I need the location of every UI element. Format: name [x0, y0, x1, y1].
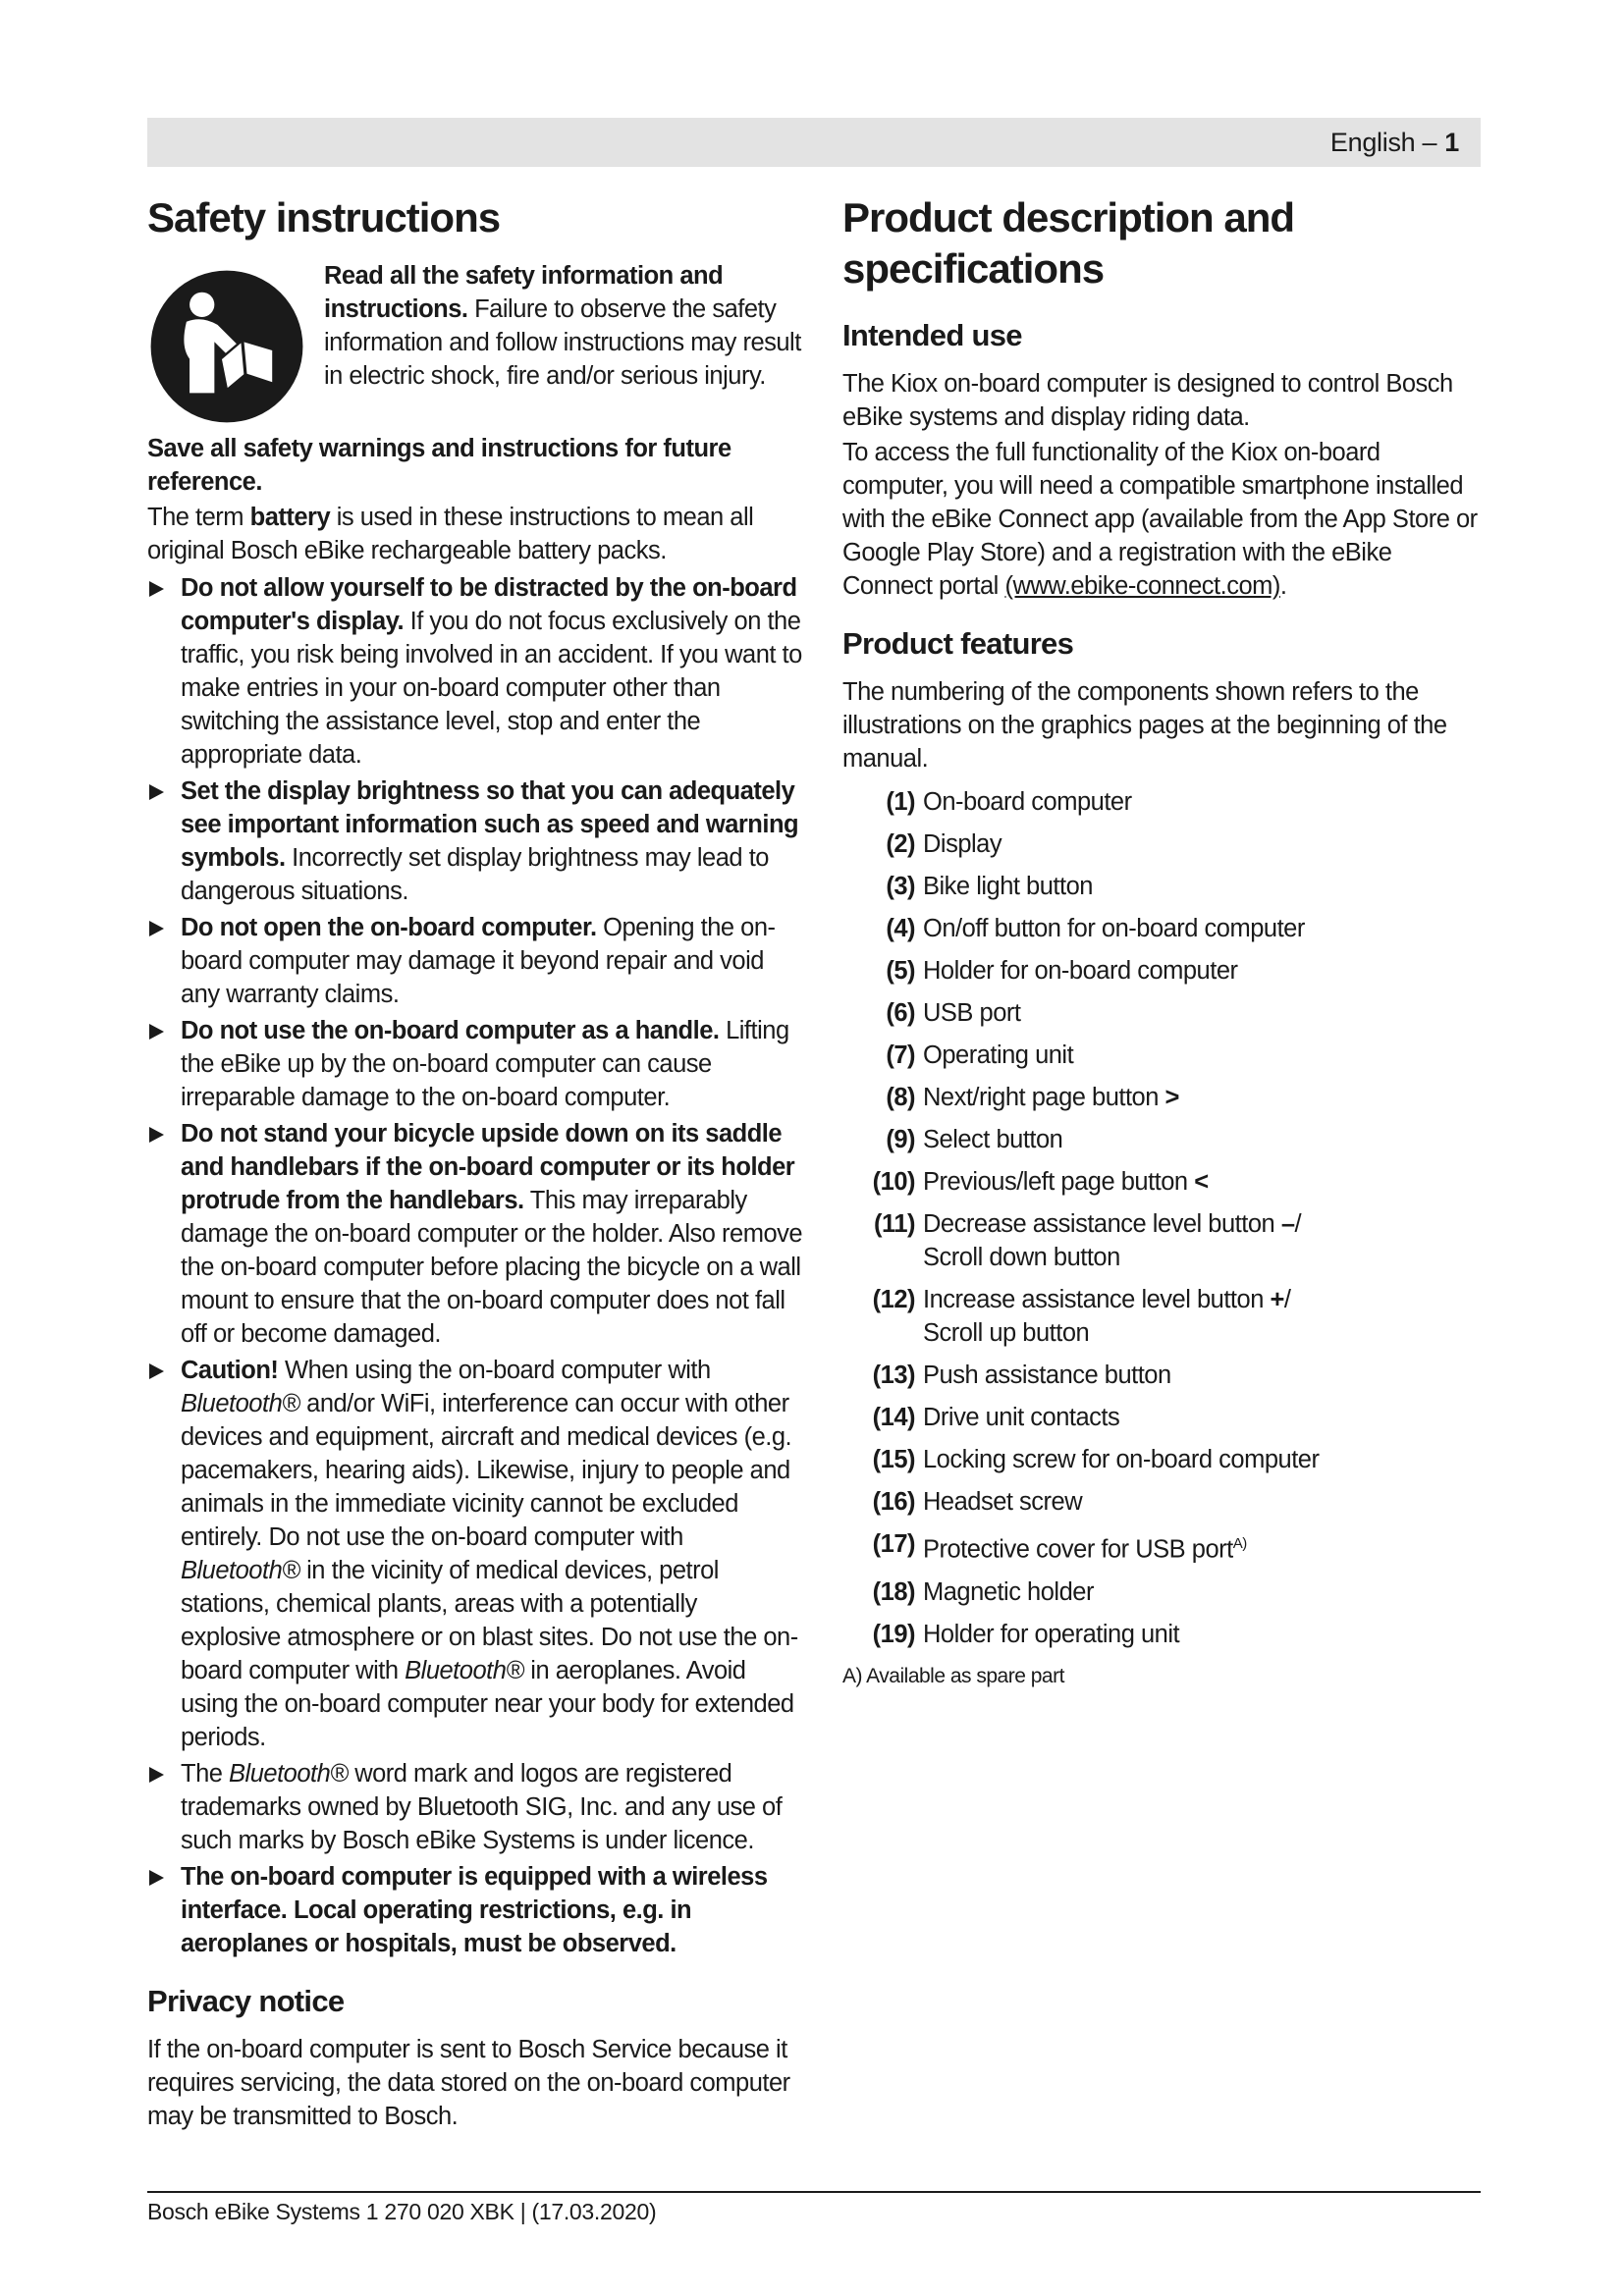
bullet-arrow-icon: [149, 784, 164, 800]
list-item: The on-board computer is equipped with a wireless interface. Local operating restrictions, e.g. in aeroplanes or hospitals, must be observed.: [147, 1860, 803, 1960]
list-item: (14) Drive unit contacts: [872, 1404, 1120, 1431]
ebike-connect-link[interactable]: (www.ebike-connect.com): [1004, 572, 1280, 600]
bullet-arrow-icon: [149, 1363, 164, 1379]
list-item: Do not use the on-board computer as a handle. Lifting the eBike up by the on-board computer can cause irreparable damage to the on-board computer.: [147, 1014, 803, 1114]
safety-title: Safety instructions: [147, 194, 501, 240]
list-item: (7) Operating unit: [886, 1041, 1074, 1069]
list-item: Set the display brightness so that you can adequately see important information such as speed and warning symbols. Incorrectly set display brightness may lead to dangerous situations.: [147, 774, 803, 908]
list-item: (17) Protective cover for USB port$^{A)}$: [872, 1530, 1247, 1564]
bullet-arrow-icon: [149, 1767, 164, 1783]
privacy-text: If the on-board computer is sent to Bosch Service because it requires servicing, the data stored on the on-board computer may be transmitted to Bosch.: [147, 2036, 790, 2130]
left-column: [147, 187, 803, 2135]
list-item: (6) USB port: [886, 999, 1021, 1027]
list-item: (8) Next/right page button >: [886, 1084, 1179, 1111]
list-item: (15) Locking screw for on-board computer: [872, 1446, 1320, 1473]
features-list: [842, 785, 1481, 1651]
safety-intro: [147, 259, 803, 424]
safety-bullets: [147, 571, 803, 1960]
list-item: (13) Push assistance button: [872, 1362, 1171, 1389]
privacy-title: Privacy notice: [147, 1984, 345, 2018]
bullet-arrow-icon: [149, 1024, 164, 1040]
intro-text: Failure to observe the safety information and follow instructions may result in electric shock, fire and/or serious injury.: [324, 295, 801, 390]
intro-bold: Read all the safety information and instructions.: [324, 262, 724, 323]
list-item: (9) Select button: [886, 1126, 1063, 1153]
list-item: (11) Decrease assistance level button –/ Scroll down button: [874, 1210, 1302, 1271]
list-item: (12) Increase assistance level button +/ Scroll up button: [872, 1286, 1291, 1347]
bullet-arrow-icon: [149, 1870, 164, 1886]
bullet-arrow-icon: [149, 581, 164, 597]
list-item: (1) On-board computer: [886, 788, 1132, 816]
intended-p1: The Kiox on-board computer is designed to control Bosch eBike systems and display riding data.: [842, 370, 1453, 431]
spare-part-footnote: A) Available as spare part: [842, 1664, 1064, 1687]
battery-note: The term battery is used in these instructions to mean all original Bosch eBike rechargeable battery packs.: [147, 504, 754, 564]
list-item: Caution! When using the on-board computer with Bluetooth® and/or WiFi, interference can occur with other devices and equipment, aircraft and medical devices (e.g. pacemakers, hearing aids). Likewise, injury to people and animals in the immediate vicinity cannot be excluded entirely. Do not use the on-board computer with Bluetooth® in the vicinity of medical devices, petrol stations, chemical plants, areas with a potentially explosive atmosphere or on blast sites. Do not use the on-board computer with Bluetooth® in aeroplanes. Avoid using the on-board computer near your body for extended periods.: [147, 1354, 803, 1754]
right-column: [842, 187, 1481, 1695]
page-footer: Bosch eBike Systems 1 270 020 XBK | (17.03.2020): [147, 2199, 657, 2224]
list-item: (10) Previous/left page button <: [872, 1168, 1209, 1196]
list-item: (4) On/off button for on-board computer: [886, 915, 1305, 942]
list-item: (2) Display: [886, 830, 1002, 858]
intended-p2: To access the full functionality of the Kiox on-board computer, you will need a compatible smartphone installed with the eBike Connect app (available from the App Store or Google Play Store) and a registration with the eBike Connect portal (www.ebike-connect.com).: [842, 439, 1478, 600]
header-language: English –: [1329, 127, 1437, 157]
list-item: Do not open the on-board computer. Opening the on-board computer may damage it beyond repair and void any warranty claims.: [147, 911, 803, 1011]
list-item: (5) Holder for on-board computer: [886, 957, 1238, 985]
list-item: The Bluetooth® word mark and logos are registered trademarks owned by Bluetooth SIG, Inc. and any use of such marks by Bosch eBike Systems is under licence.: [147, 1757, 803, 1857]
footer-divider: [147, 2191, 1481, 2193]
intended-use-title: Intended use: [842, 318, 1022, 352]
save-warning: Save all safety warnings and instructions for future reference.: [147, 435, 731, 496]
bullet-arrow-icon: [149, 921, 164, 936]
list-item: Do not allow yourself to be distracted by the on-board computer's display. If you do not focus exclusively on the traffic, you risk being involved in an accident. If you want to make entries in your on-board computer other than switching the assistance level, stop and enter the appropriate data.: [147, 571, 803, 772]
features-intro: The numbering of the components shown refers to the illustrations on the graphics pages at the beginning of the manual.: [842, 678, 1447, 773]
list-item: (3) Bike light button: [886, 873, 1093, 900]
list-item: Do not stand your bicycle upside down on its saddle and handlebars if the on-board computer or its holder protrude from the handlebars. This may irreparably damage the on-board computer or the holder. Also remove the on-board computer before placing the bicycle on a wall mount to ensure that the on-board computer does not fall off or become damaged.: [147, 1117, 803, 1351]
bullet-arrow-icon: [149, 1127, 164, 1143]
list-item: (16) Headset screw: [872, 1488, 1083, 1516]
list-item: (18) Magnetic holder: [872, 1577, 1094, 1606]
list-item: (19) Holder for operating unit: [872, 1620, 1180, 1648]
features-title: Product features: [842, 626, 1074, 661]
read-manual-icon: [149, 269, 304, 424]
page-header: [147, 118, 1481, 167]
product-title: Product description and specifications: [842, 194, 1295, 292]
page-number: 1: [1444, 127, 1459, 157]
